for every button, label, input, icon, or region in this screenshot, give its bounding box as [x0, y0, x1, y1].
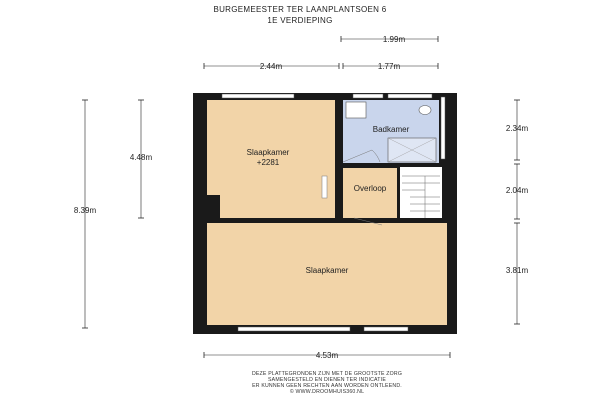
- room-label: Slaapkamer: [246, 148, 290, 157]
- window: [353, 94, 383, 98]
- partition-wall: [207, 218, 447, 223]
- toilet-icon: [419, 106, 431, 115]
- dimension-label: 1.99m: [382, 35, 406, 44]
- dimension-label: 8.39m: [73, 206, 97, 215]
- room-area-code: +2281: [256, 158, 280, 167]
- dimension-label: 1.77m: [377, 62, 401, 71]
- room-label: Slaapkamer: [305, 266, 349, 275]
- partition-wall: [343, 163, 442, 167]
- window: [388, 94, 432, 98]
- dimension-left-total: [74, 100, 97, 328]
- window: [222, 94, 294, 98]
- sink-icon: [346, 102, 366, 118]
- plan-subtitle: 1E VERDIEPING: [267, 16, 333, 25]
- disclaimer-line: SAMENGESTELD EN DIENEN TER INDICATIE: [268, 377, 386, 383]
- window: [364, 327, 408, 331]
- dimension-right-stack: [506, 100, 529, 324]
- plan-title: BURGEMEESTER TER LAANPLANTSOEN 6: [213, 5, 387, 14]
- dimension-label: 2.04m: [505, 186, 529, 195]
- disclaimer-line: DEZE PLATTEGRONDEN ZIJN MET DE GROOTSTE ZORG: [251, 371, 403, 377]
- room-label: Overloop: [353, 184, 387, 193]
- room-label: Badkamer: [372, 125, 410, 134]
- dimension-label: 2.34m: [505, 124, 529, 133]
- window: [441, 97, 445, 159]
- dimension-top-right: [341, 35, 438, 44]
- website-credit: © WWW.DROOMHUIS360.NL: [289, 389, 365, 395]
- window: [238, 327, 350, 331]
- stairwell: [399, 166, 442, 221]
- dimension-left-upper: [130, 100, 153, 218]
- dimension-label: 4.53m: [315, 351, 339, 360]
- dimension-label: 2.44m: [259, 62, 283, 71]
- dimension-bottom-width: [204, 351, 450, 360]
- dimension-top-left-width: [204, 62, 339, 71]
- dimension-top-mid-width: [343, 62, 438, 71]
- door-leaf: [322, 176, 327, 198]
- partition-wall: [397, 167, 400, 218]
- dimension-label: 4.48m: [129, 153, 153, 162]
- disclaimer-line: ER KUNNEN GEEN RECHTEN AAN WORDEN ONTLEEND.: [252, 383, 402, 389]
- room-overloop: [343, 168, 397, 218]
- dimension-label: 3.81m: [505, 266, 529, 275]
- partition-wall: [335, 100, 343, 222]
- chimney-block: [200, 195, 220, 218]
